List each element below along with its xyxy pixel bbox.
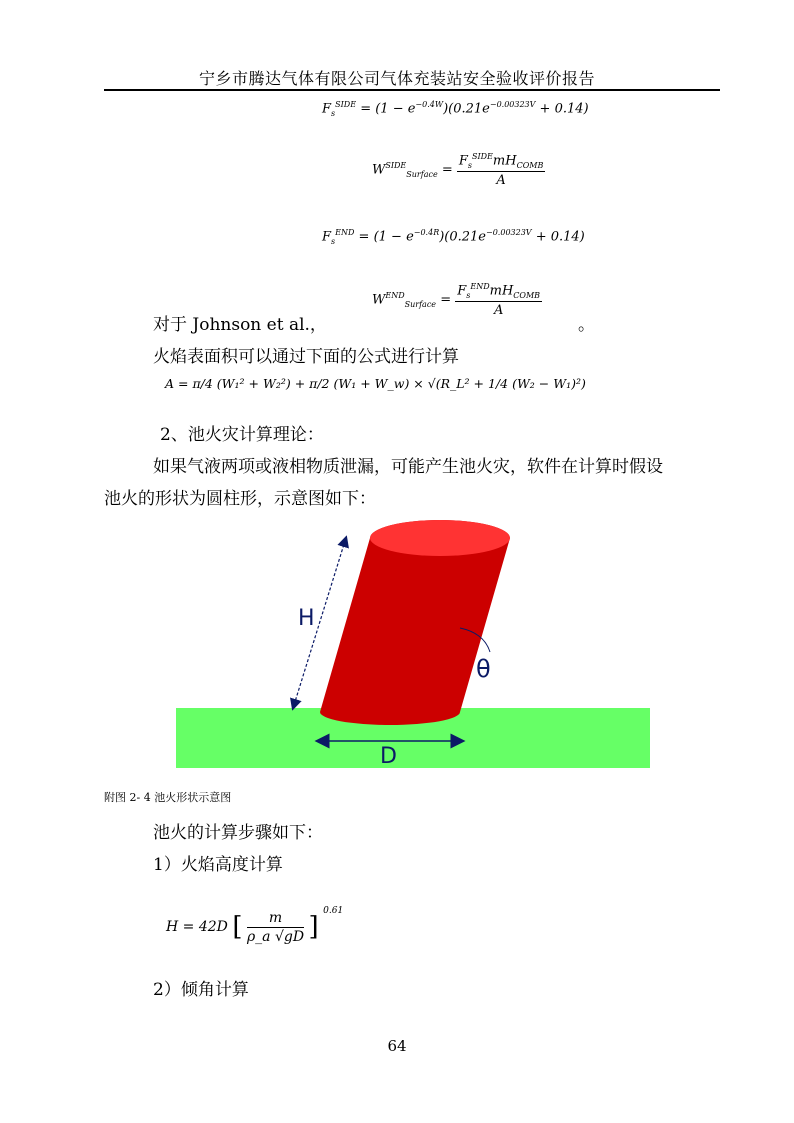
label-d: D	[380, 744, 397, 769]
header-title: 宁乡市腾达气体有限公司气体充装站安全验收评价报告	[198, 69, 595, 88]
formula-height: H = 42D [ $\frac{m}{\rho\_a √gD}$ ] $^{0.61}$	[166, 906, 344, 945]
flame-area-text: 火焰表面积可以通过下面的公式进行计算	[153, 347, 459, 367]
johnson-period: 。	[578, 315, 595, 335]
formula-w-side: $W^{SIDE}_{Surface}$ = $\frac{F_s^{SIDE}mH_{COMB}}{A}$	[372, 152, 544, 188]
formula-fs-end: $F_s^{END} = (1 - e^{-0.4R})(0.21e^{-0.00323V} + 0.14)$	[322, 228, 585, 246]
pool-fire-figure	[170, 515, 655, 775]
page-number: 64	[387, 1037, 407, 1055]
label-h: H	[298, 606, 315, 631]
header-rule	[104, 89, 720, 91]
para1-line2: 池火的形状为圆柱形，示意图如下：	[104, 489, 376, 509]
figure-caption: 附图 2- 4 池火形状示意图	[104, 791, 232, 804]
section2-heading: 2、池火灾计算理论：	[160, 425, 324, 445]
label-theta: θ	[476, 655, 491, 683]
formula-area: A = π/4 (W₁² + W₂²) + π/2 (W₁ + W_w) × √(R_L² + 1/4 (W₂ − W₁)²)	[165, 376, 586, 391]
step2-heading: 2）倾角计算	[153, 980, 249, 1000]
flame-top	[370, 520, 510, 556]
formula-fs-side: $F_s^{SIDE} = (1 - e^{-0.4W})(0.21e^{-0.00323V} + 0.14)$	[322, 100, 589, 118]
formula-w-end: $W^{END}_{Surface}$ = $\frac{F_s^{END}mH_{COMB}}{A}$	[372, 282, 541, 318]
johnson-text: 对于 Johnson et al.，	[153, 315, 327, 335]
steps-intro: 池火的计算步骤如下：	[153, 823, 323, 843]
para1-line1: 如果气液两项或液相物质泄漏，可能产生池火灾，软件在计算时假设	[153, 457, 663, 477]
step1-heading: 1）火焰高度计算	[153, 855, 283, 875]
